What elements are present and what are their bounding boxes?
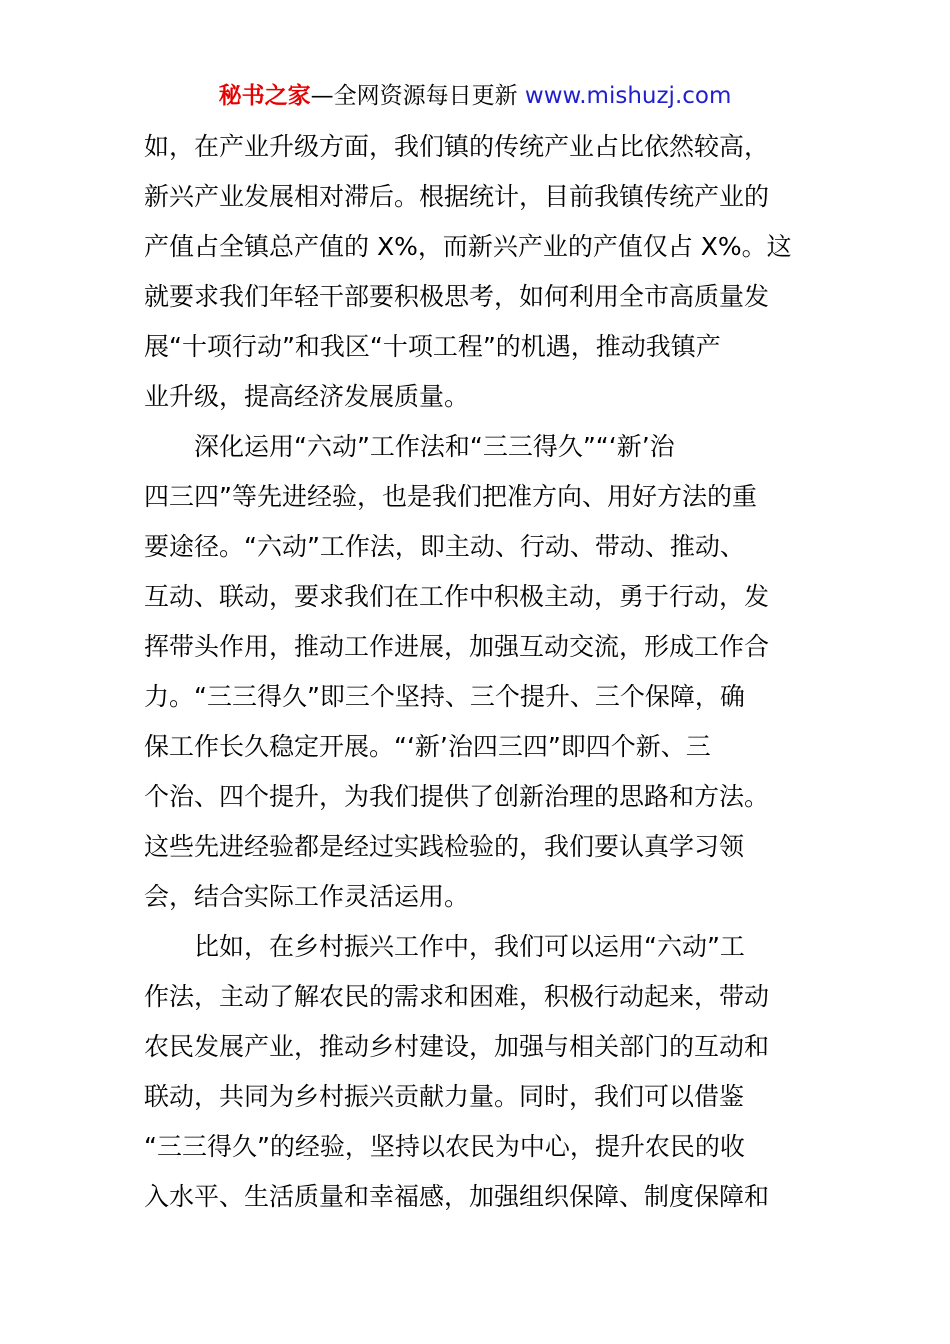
text-line: 比如，在乡村振兴工作中，我们可以运用“六动”工: [194, 932, 745, 961]
paragraph: [144, 122, 808, 422]
brand-name: 秘书之家: [218, 83, 311, 109]
paragraph: [144, 922, 808, 1222]
document-body: [144, 122, 808, 1222]
text-line: 互动、联动，要求我们在工作中积极主动，勇于行动，发: [144, 582, 770, 611]
text-line: 作法，主动了解农民的需求和困难，积极行动起来，带动: [144, 982, 770, 1011]
text-line: 入水平、生活质量和幸福感，加强组织保障、制度保障和: [144, 1182, 770, 1211]
text-line: 农民发展产业，推动乡村建设，加强与相关部门的互动和: [144, 1032, 770, 1061]
text-line: 保工作长久稳定开展。“‘新’治四三四”即四个新、三: [144, 732, 711, 761]
text-line: 产值占全镇总产值的 X%，而新兴产业的产值仅占 X%。这: [144, 232, 792, 261]
text-line: “三三得久”的经验，坚持以农民为中心，提升农民的收: [144, 1132, 745, 1161]
text-line: 业升级，提高经济发展质量。: [144, 382, 470, 411]
text-line: 挥带头作用，推动工作进展，加强互动交流，形成工作合: [144, 632, 770, 661]
text-line: 力。“三三得久”即三个坚持、三个提升、三个保障，确: [144, 682, 745, 711]
paragraph: [144, 422, 808, 922]
text-line: 这些先进经验都是经过实践检验的，我们要认真学习领: [144, 832, 745, 861]
text-line: 新兴产业发展相对滞后。根据统计，目前我镇传统产业的: [144, 182, 770, 211]
page-header: [0, 80, 950, 112]
text-line: 展“十项行动”和我区“十项工程”的机遇，推动我镇产: [144, 332, 721, 361]
text-line: 就要求我们年轻干部要积极思考，如何利用全市高质量发: [144, 282, 770, 311]
text-line: 要途径。“六动”工作法，即主动、行动、带动、推动、: [144, 532, 745, 561]
site-url-link[interactable]: www.mishuzj.com: [524, 83, 732, 109]
text-line: 四三四”等先进经验，也是我们把准方向、用好方法的重: [144, 482, 757, 511]
text-line: 会，结合实际工作灵活运用。: [144, 882, 470, 911]
text-line: 如，在产业升级方面，我们镇的传统产业占比依然较高，: [144, 132, 770, 161]
text-line: 个治、四个提升，为我们提供了创新治理的思路和方法。: [144, 782, 770, 811]
header-tagline: —全网资源每日更新: [310, 83, 525, 109]
text-line: 联动，共同为乡村振兴贡献力量。同时，我们可以借鉴: [144, 1082, 745, 1111]
text-line: 深化运用“六动”工作法和“三三得久”“‘新’治: [194, 432, 675, 461]
